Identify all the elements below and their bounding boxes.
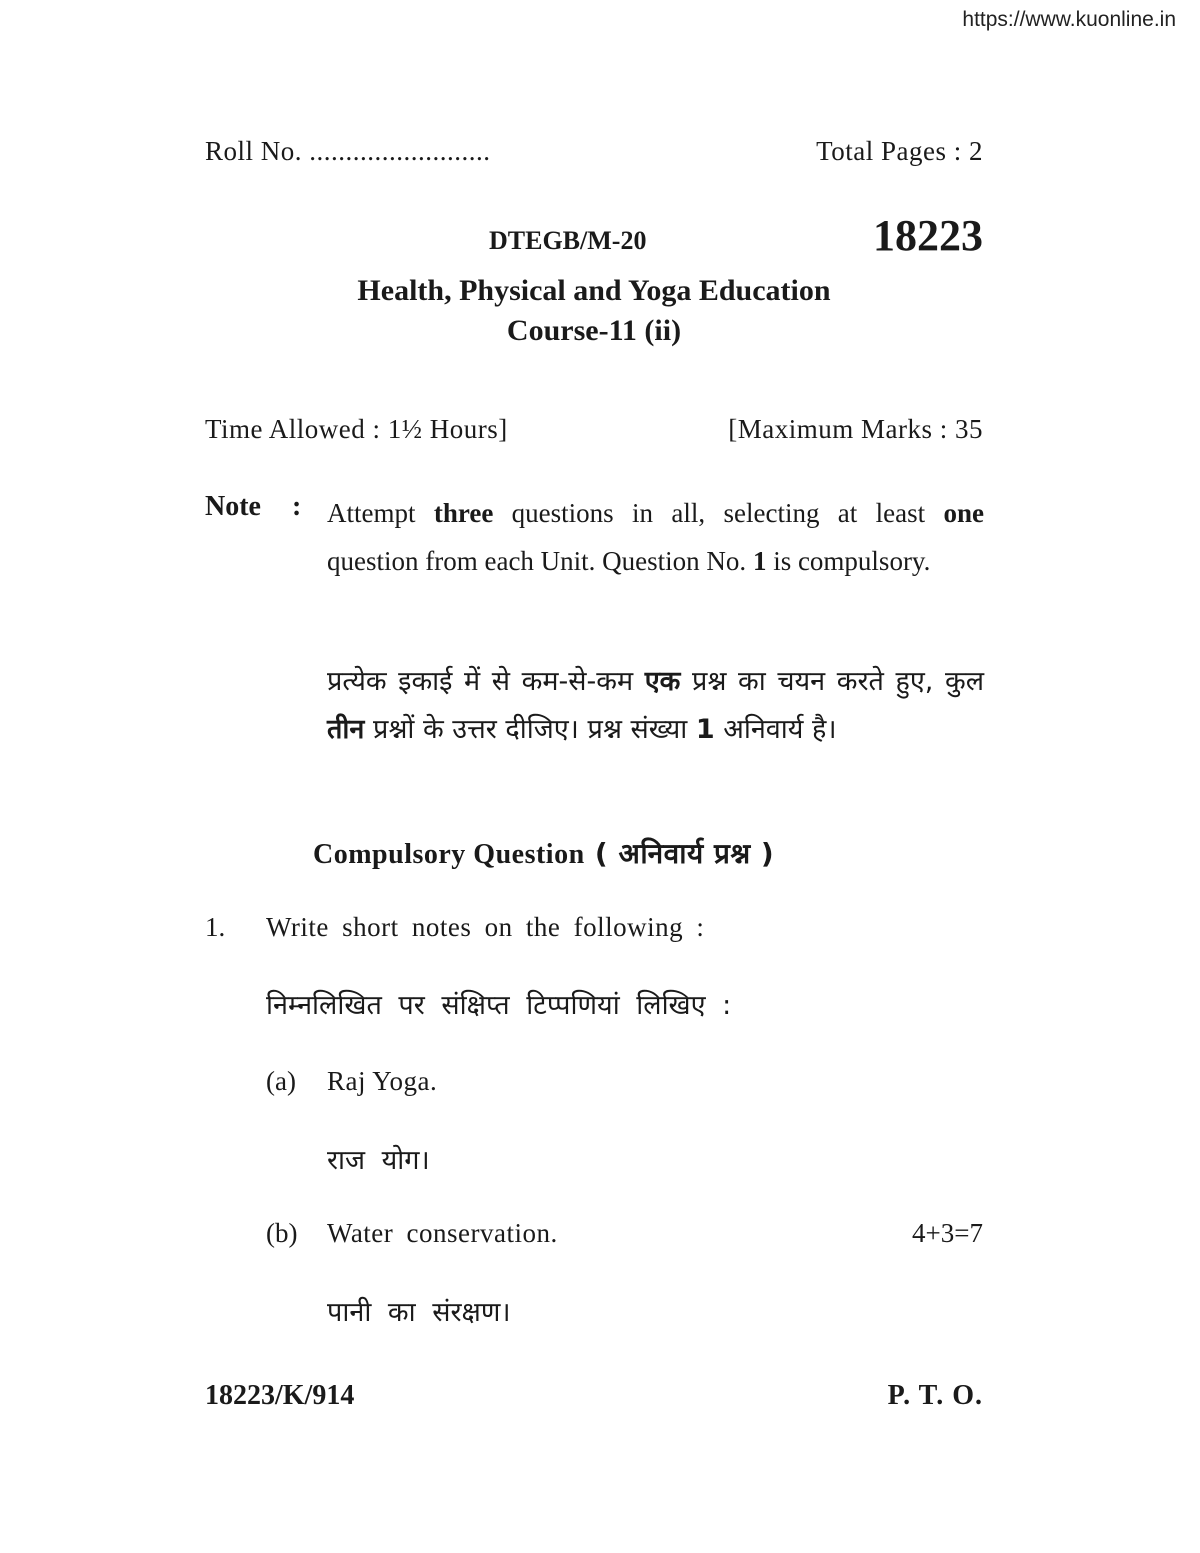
marks-distribution: 4+3=7 bbox=[912, 1218, 983, 1248]
paper-number: 18223 bbox=[873, 211, 983, 260]
note-hi-text: प्रत्येक इकाई में से कम-से-कम bbox=[327, 666, 645, 697]
total-pages: Total Pages : 2 bbox=[816, 136, 983, 166]
note-english bbox=[327, 489, 984, 585]
section-title-hindi: ( अनिवार्य प्रश्न ) bbox=[594, 837, 775, 870]
note-hi-bold-number: 1 bbox=[695, 714, 715, 745]
roll-number: Roll No. ......................... bbox=[205, 136, 491, 166]
part-a-label: (a) bbox=[266, 1066, 296, 1096]
note-en-text: question from each Unit. Question No. bbox=[327, 546, 753, 576]
note-hi-text: प्रश्न का चयन करते हुए, कुल bbox=[680, 666, 984, 697]
note-en-bold-one: one bbox=[943, 498, 984, 528]
note-en-text: is compulsory. bbox=[766, 546, 931, 576]
time-allowed: Time Allowed : 1½ Hours] bbox=[205, 414, 508, 444]
note-hi-text: अनिवार्य है। bbox=[714, 714, 837, 745]
part-b-english: Water conservation. bbox=[327, 1218, 558, 1248]
note-hindi bbox=[327, 658, 984, 754]
note-hi-bold-teen: तीन bbox=[327, 714, 365, 745]
note-en-bold-number: 1 bbox=[752, 546, 767, 576]
part-b-label: (b) bbox=[266, 1218, 298, 1248]
note-en-text: questions in all, selecting at least bbox=[493, 498, 944, 528]
maximum-marks: [Maximum Marks : 35 bbox=[728, 414, 983, 444]
footer-code: 18223/K/914 bbox=[205, 1380, 355, 1411]
part-a-english: Raj Yoga. bbox=[327, 1066, 438, 1096]
part-b-hindi: पानी का संरक्षण। bbox=[327, 1297, 511, 1328]
note-label: Note bbox=[205, 491, 261, 522]
note-hi-text: प्रश्नों के उत्तर दीजिए। प्रश्न संख्या bbox=[364, 714, 696, 745]
section-title-english: Compulsory Question bbox=[313, 839, 585, 870]
note-colon: : bbox=[292, 491, 302, 522]
section-heading bbox=[313, 834, 774, 872]
subject-title: Health, Physical and Yoga Education bbox=[357, 274, 831, 307]
please-turn-over: P. T. O. bbox=[887, 1380, 983, 1411]
exam-code: DTEGB/M-20 bbox=[489, 226, 647, 255]
course-title: Course-11 (ii) bbox=[506, 314, 682, 347]
part-a-hindi: राज योग। bbox=[327, 1145, 430, 1176]
note-hi-bold-ek: एक bbox=[644, 666, 681, 697]
question-text-english: Write short notes on the following : bbox=[266, 912, 705, 942]
question-number: 1. bbox=[205, 912, 226, 942]
note-en-text: Attempt bbox=[327, 498, 434, 528]
question-text-hindi: निम्नलिखित पर संक्षिप्त टिप्पणियां लिखिए : bbox=[266, 990, 732, 1021]
watermark-url: https://www.kuonline.in bbox=[962, 8, 1176, 31]
note-en-bold-three: three bbox=[433, 498, 494, 528]
